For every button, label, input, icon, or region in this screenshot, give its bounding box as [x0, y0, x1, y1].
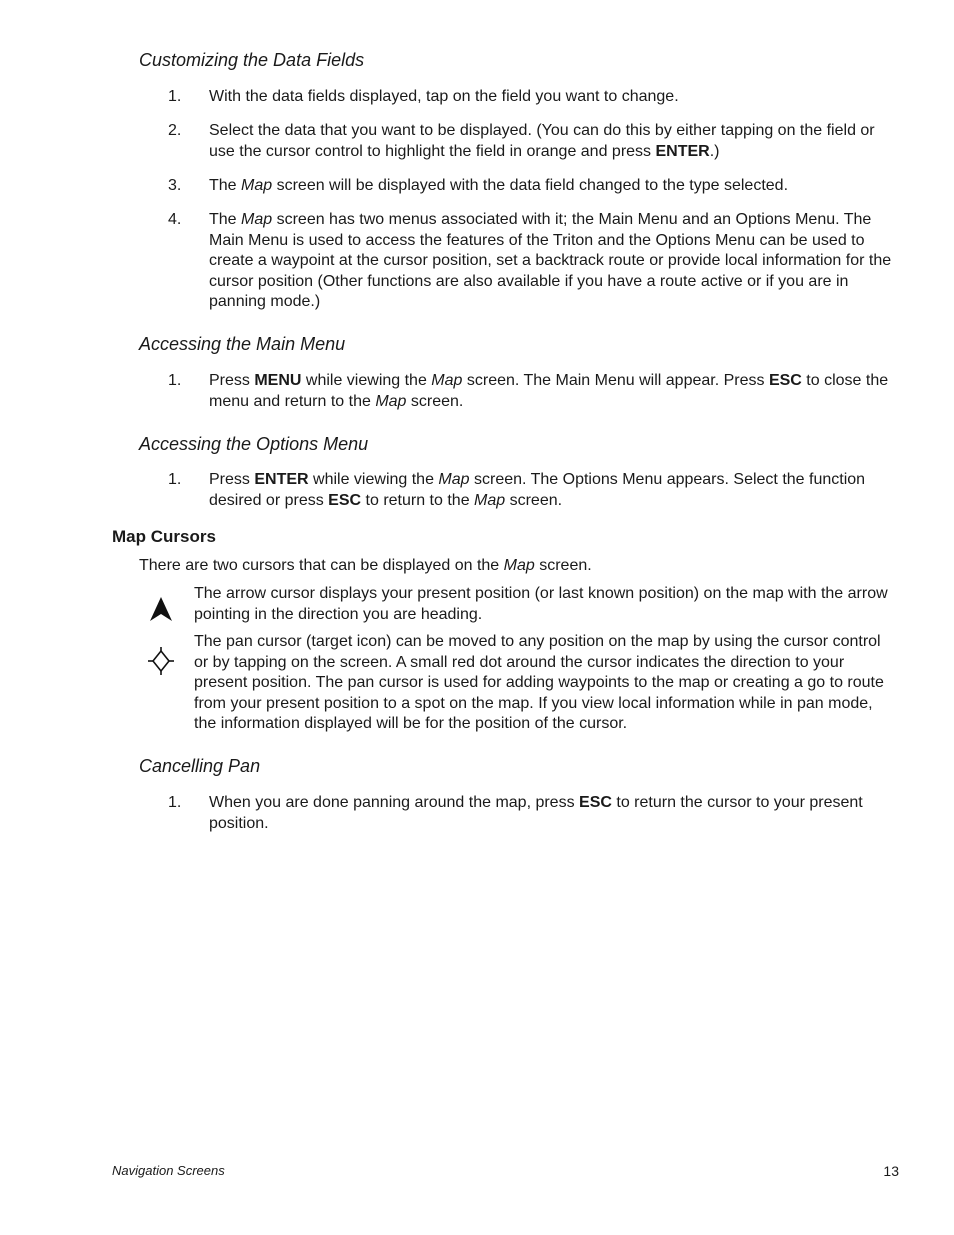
screen-name: Map [241, 177, 273, 194]
text-run: The [209, 177, 242, 194]
list-item [168, 210, 893, 313]
text-run: With the data fields displayed, tap on the field you want to change. [209, 88, 679, 105]
screen-name: Map [438, 471, 470, 488]
text-run: to close the menu and return to the [209, 372, 889, 410]
item-number: 1. [168, 88, 182, 105]
text-run: There are two cursors that can be displayed on the [139, 557, 504, 574]
subheading-customizing: Customizing the Data Fields [139, 50, 365, 70]
item-number: 1. [168, 794, 182, 811]
text-run: screen. The Options Menu appears. Select the function desired or press [209, 471, 866, 509]
text-run: Select the data that you want to be displayed. (You can do this by either tapping on the field or use the cursor control to highlight the field in orange and press [209, 122, 875, 160]
list-item [168, 176, 893, 197]
key-name: ESC [579, 794, 612, 811]
subheading-options-menu: Accessing the Options Menu [139, 434, 369, 454]
item-number: 1. [168, 372, 182, 389]
key-name: ESC [328, 491, 362, 509]
list-item [168, 470, 893, 511]
list-item [168, 121, 893, 162]
text-run: screen will be displayed with the data field changed to the type selected. [272, 177, 789, 194]
text-run: to return to the [361, 491, 475, 509]
page-number: 13 [883, 1163, 899, 1179]
arrow-cursor-icon [147, 595, 175, 623]
screen-name: Map [431, 372, 463, 389]
text-run: screen has two menus associated with it; the Main Menu and an Options Menu. The Main Menu is used to access the features of the Triton and the Options Menu can be used to create a waypoint at the cursor position, set a backtrack route or provide local information for the cursor position (Other functions are also available if you have a route active or if you are in panning mode.) [209, 211, 892, 310]
screen-name: Map [375, 392, 407, 410]
section-heading-map-cursors: Map Cursors [112, 527, 216, 546]
text-run: screen. [534, 557, 592, 574]
item-text [209, 87, 893, 108]
list-item [168, 87, 893, 108]
footer-chapter-title: Navigation Screens [112, 1163, 225, 1178]
item-number: 2. [168, 122, 182, 139]
text-run: screen. [406, 392, 464, 410]
text-run: .) [709, 142, 720, 160]
text-run: Press [209, 471, 255, 488]
item-text [209, 210, 893, 313]
subheading-cancelling-pan: Cancelling Pan [139, 756, 261, 776]
map-cursors-intro [139, 556, 592, 577]
list-item [168, 793, 893, 834]
screen-name: Map [474, 491, 506, 509]
pan-cursor-target-icon [147, 647, 175, 675]
text-run: while viewing the [301, 372, 432, 389]
item-text [209, 176, 893, 197]
key-name: ESC [768, 372, 802, 389]
item-number: 3. [168, 177, 182, 194]
pan-cursor-description [139, 632, 899, 735]
text-run: When you are done panning around the map, press [209, 794, 580, 811]
screen-name: Map [503, 557, 535, 574]
text-run: while viewing the [308, 471, 439, 488]
text-run: Press [209, 372, 255, 389]
list-item [168, 371, 893, 412]
item-text [209, 470, 893, 511]
item-text [209, 121, 893, 162]
pan-cursor-text: The pan cursor (target icon) can be moved to any position on the map by using the cursor control or by tapping on the screen. A small red dot around the cursor indicates the direction to your present position. The pan cursor is used for adding waypoints to the map or creating a go to route from your present position to a spot on the map. If you view local information while in pan mode, the information displayed will be for the position of the cursor. [194, 633, 884, 732]
key-name: ENTER [655, 142, 710, 160]
key-name: ENTER [254, 471, 309, 488]
item-number: 1. [168, 471, 182, 488]
item-text [209, 371, 893, 412]
text-run: screen. The Main Menu will appear. Press [462, 372, 769, 389]
key-name: MENU [254, 372, 302, 389]
item-number: 4. [168, 211, 182, 228]
arrow-cursor-text: The arrow cursor displays your present position (or last known position) on the map with the arrow pointing in the direction you are heading. [194, 585, 888, 623]
text-run: to return the cursor to your present position. [209, 794, 863, 832]
screen-name: Map [241, 211, 273, 228]
item-text [209, 793, 893, 834]
subheading-main-menu: Accessing the Main Menu [139, 334, 346, 354]
text-run: screen. [505, 491, 563, 509]
arrow-cursor-description [139, 584, 899, 625]
text-run: The [209, 211, 242, 228]
